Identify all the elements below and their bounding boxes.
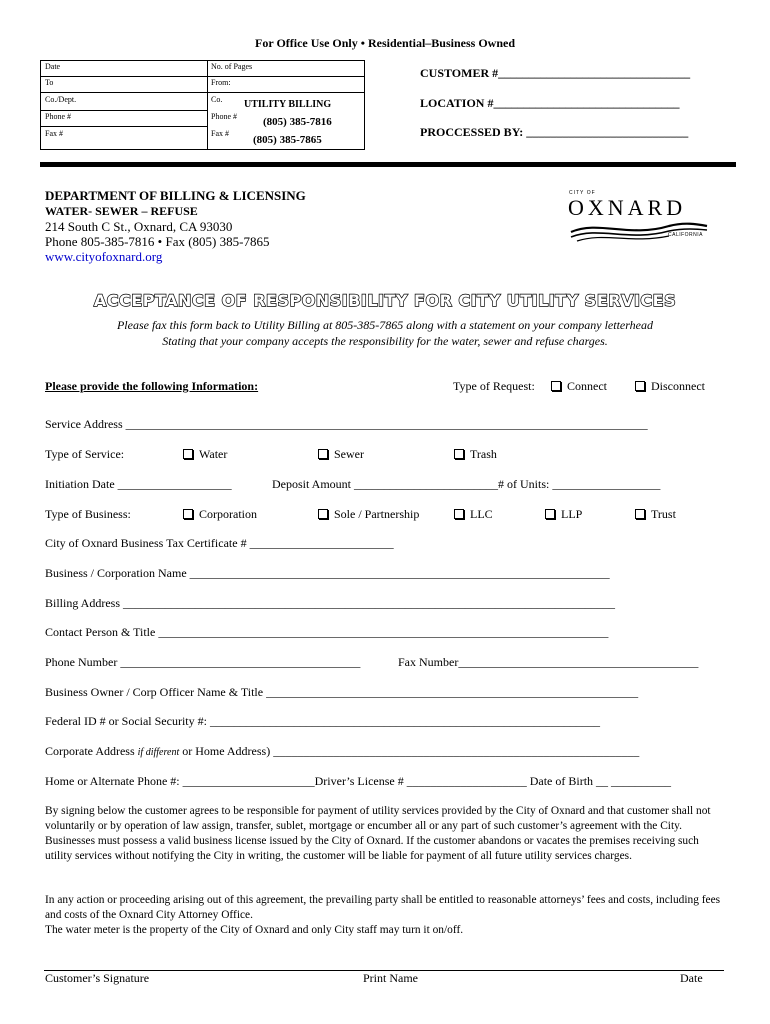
corporate-address-field[interactable]: Corporate Address if different or Home Address) _____________________________________________________________	[45, 744, 640, 758]
department-name: DEPARTMENT OF BILLING & LICENSING	[45, 188, 306, 203]
business-name-field[interactable]: Business / Corporation Name ______________________________________________________________________	[45, 566, 610, 580]
service-type-label: Type of Service:	[45, 447, 125, 461]
checkbox-icon	[318, 449, 328, 459]
label-phone-2: Phone #	[211, 112, 237, 121]
deposit-amount-field[interactable]: Deposit Amount ________________________# of Units: __________________	[272, 477, 661, 491]
label-from: From:	[211, 78, 231, 87]
department-services: WATER- SEWER – REFUSE	[45, 204, 198, 218]
date-label: Date	[680, 971, 703, 985]
logo-name: OXNARD	[568, 195, 687, 220]
owner-name-field[interactable]: Business Owner / Corp Officer Name & Title ______________________________________________________________	[45, 685, 639, 699]
service-address-field[interactable]: Service Address _______________________________________________________________________________________	[45, 417, 648, 431]
federal-id-field[interactable]: Federal ID # or Social Security #: _________________________________________________________________	[45, 714, 600, 728]
label-date: Date	[45, 62, 61, 71]
disconnect-checkbox[interactable]: Disconnect	[635, 379, 705, 394]
checkbox-icon	[454, 449, 464, 459]
fax-value: (805) 385-7865	[253, 134, 322, 146]
label-to: To	[45, 78, 54, 87]
corporation-checkbox[interactable]: Corporation	[183, 507, 257, 522]
processed-by-field[interactable]: PROCCESSED BY: ___________________________	[420, 125, 689, 139]
checkbox-icon	[545, 509, 555, 519]
logo-california: CALIFORNIA	[668, 232, 704, 238]
department-phone-fax: Phone 805-385-7816 • Fax (805) 385-7865	[45, 234, 270, 249]
contact-person-field[interactable]: Contact Person & Title ___________________________________________________________________________	[45, 625, 609, 639]
label-co: Co.	[211, 95, 223, 104]
checkbox-icon	[635, 381, 645, 391]
attorney-fees-paragraph: In any action or proceeding arising out of this agreement, the prevailing party shall be entitled to reasonable attorneys’ fees and costs, including fees and costs of the Oxnard City Attorney Office.	[45, 894, 721, 921]
checkbox-icon	[318, 509, 328, 519]
label-pages: No. of Pages	[211, 62, 253, 71]
label-co-dept: Co./Dept.	[45, 95, 77, 104]
water-meter-paragraph: The water meter is the property of the City of Oxnard and only City staff may turn it on/off.	[45, 924, 464, 936]
checkbox-icon	[454, 509, 464, 519]
trust-checkbox[interactable]: Trust	[635, 507, 676, 522]
fax-number-field[interactable]: Fax Number________________________________________	[398, 655, 699, 669]
business-type-label: Type of Business:	[45, 507, 131, 521]
customer-signature-label: Customer’s Signature	[45, 971, 150, 985]
billing-address-field[interactable]: Billing Address __________________________________________________________________________________	[45, 596, 616, 610]
request-type-label: Type of Request:	[453, 379, 535, 393]
customer-number-field[interactable]: CUSTOMER #________________________________	[420, 66, 691, 80]
sewer-checkbox[interactable]: Sewer	[318, 447, 364, 462]
logo-wave-icon	[569, 218, 709, 244]
department-website-link[interactable]: www.cityofoxnard.org	[45, 249, 163, 264]
trash-checkbox[interactable]: Trash	[454, 447, 497, 462]
liability-paragraph: By signing below the customer agrees to be responsible for payment of utility services provided by the City of Oxnard and that customer shall not voluntarily or by operation of law assign, transfer, sublet, mortgage or encumber all or any part of such customer’s agreement with the City. Businesses must possess a valid business license issued by the City of Oxnard. If the customer abandons or vacates the premises receiving such utility services without notifying the City in writing, the customer will be liable for payment of all future utility services charges.	[45, 805, 711, 862]
office-use-table	[40, 60, 365, 150]
label-fax: Fax #	[45, 129, 63, 138]
checkbox-icon	[551, 381, 561, 391]
form-title: ACCEPTANCE OF RESPONSIBILITY FOR CITY UTILITY SERVICES	[93, 291, 677, 310]
label-phone: Phone #	[45, 112, 71, 121]
initiation-date-field[interactable]: Initiation Date ___________________	[45, 477, 232, 491]
checkbox-icon	[635, 509, 645, 519]
print-name-label: Print Name	[363, 971, 418, 985]
home-phone-field[interactable]: Home or Alternate Phone #: ______________________Driver’s License # ____________________ Date of Birth __ __________	[45, 774, 672, 788]
header-divider	[40, 162, 736, 167]
llc-checkbox[interactable]: LLC	[454, 507, 493, 522]
llp-checkbox[interactable]: LLP	[545, 507, 582, 522]
checkbox-icon	[183, 449, 193, 459]
location-number-field[interactable]: LOCATION #_______________________________	[420, 96, 680, 110]
oxnard-logo	[565, 190, 715, 250]
info-heading: Please provide the following Information:	[45, 379, 259, 393]
checkbox-icon	[183, 509, 193, 519]
logo-city-of: CITY OF	[569, 190, 596, 196]
office-use-title: For Office Use Only • Residential–Business Owned	[255, 36, 515, 50]
department-address: 214 South C St., Oxnard, CA 93030	[45, 219, 233, 234]
instruction-line-2: Stating that your company accepts the responsibility for the water, sewer and refuse charges.	[162, 334, 608, 348]
water-checkbox[interactable]: Water	[183, 447, 227, 462]
co-value: UTILITY BILLING	[244, 99, 332, 110]
phone-value: (805) 385-7816	[263, 116, 332, 128]
instruction-line-1: Please fax this form back to Utility Billing at 805-385-7865 along with a statement on your company letterhead	[116, 318, 654, 332]
tax-certificate-field[interactable]: City of Oxnard Business Tax Certificate # ________________________	[45, 536, 394, 550]
sole-partnership-checkbox[interactable]: Sole / Partnership	[318, 507, 419, 522]
connect-checkbox[interactable]: Connect	[551, 379, 607, 394]
phone-number-field[interactable]: Phone Number ________________________________________	[45, 655, 361, 669]
label-fax-2: Fax #	[211, 129, 229, 138]
